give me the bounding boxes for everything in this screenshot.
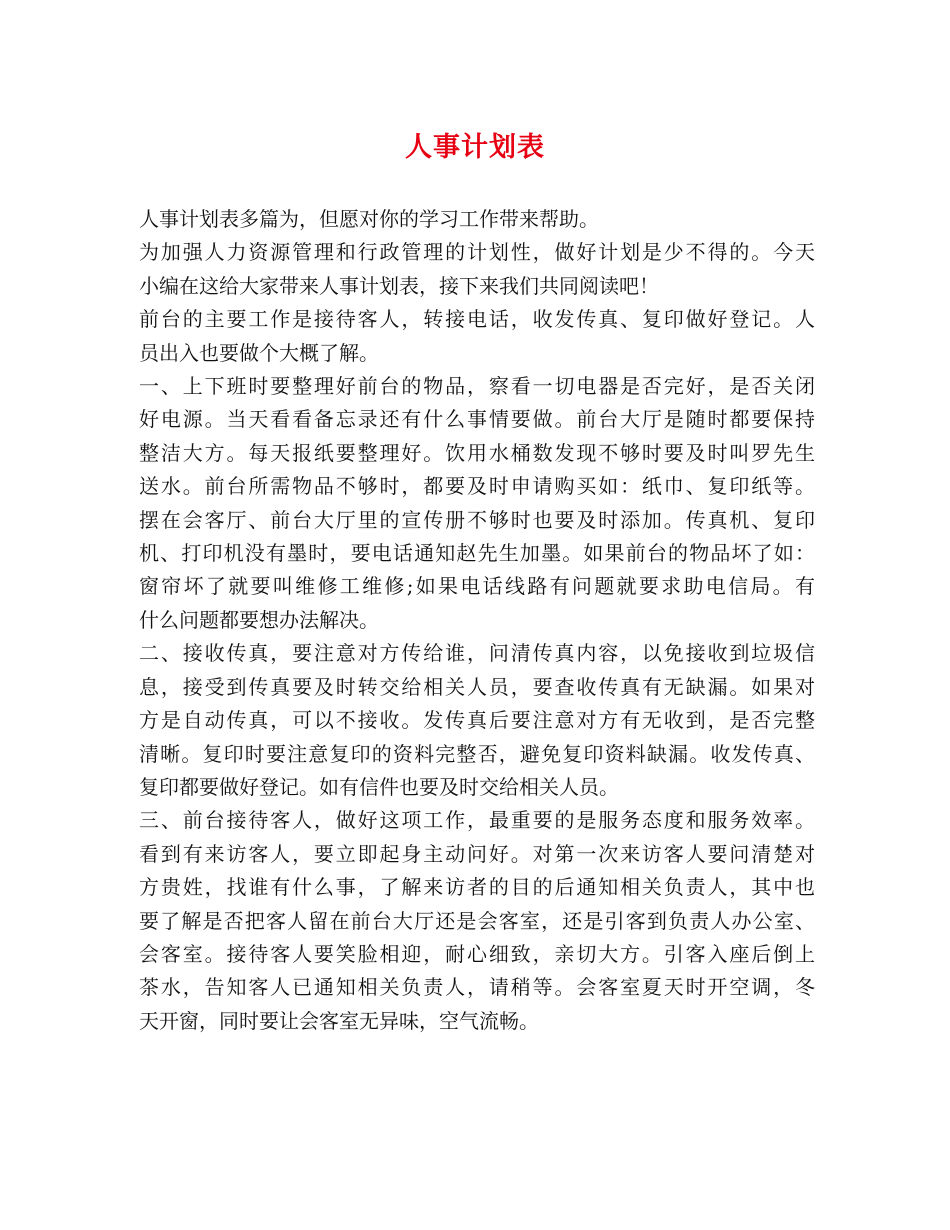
body-line: 三、前台接待客人，做好这项工作，最重要的是服务态度和服务效率。	[139, 808, 815, 833]
body-line: 要了解是否把客人留在前台大厅还是会客室，还是引客到负责人办公室、	[139, 908, 815, 933]
body-line: 看到有来访客人，要立即起身主动问好。对第一次来访客人要问清楚对	[139, 841, 815, 866]
body-line: 整洁大方。每天报纸要整理好。饮用水桶数发现不够时要及时叫罗先生	[139, 440, 815, 465]
body-line: 复印都要做好登记。如有信件也要及时交给相关人员。	[139, 774, 619, 799]
body-line: 什么问题都要想办法解决。	[139, 607, 379, 632]
body-line: 息，接受到传真要及时转交给相关人员，要查收传真有无缺漏。如果对	[139, 674, 815, 699]
body-line: 一、上下班时要整理好前台的物品，察看一切电器是否完好，是否关闭	[139, 374, 815, 399]
body-line: 小编在这给大家带来人事计划表，接下来我们共同阅读吧！	[139, 273, 659, 298]
body-line: 清晰。复印时要注意复印的资料完整否，避免复印资料缺漏。收发传真、	[139, 741, 815, 766]
body-line: 摆在会客厅、前台大厅里的宣传册不够时也要及时添加。传真机、复印	[139, 507, 815, 532]
body-line: 前台的主要工作是接待客人，转接电话，收发传真、复印做好登记。人	[139, 307, 815, 332]
body-line: 方贵姓，找谁有什么事，了解来访者的目的后通知相关负责人，其中也	[139, 875, 815, 900]
document-body	[139, 203, 815, 1038]
body-line: 机、打印机没有墨时，要电话通知赵先生加墨。如果前台的物品坏了如：	[139, 541, 815, 566]
body-line: 窗帘坏了就要叫维修工维修;如果电话线路有问题就要求助电信局。有	[139, 574, 815, 599]
body-line: 好电源。当天看看备忘录还有什么事情要做。前台大厅是随时都要保持	[139, 407, 815, 432]
body-line: 二、接收传真，要注意对方传给谁，问清传真内容，以免接收到垃圾信	[139, 641, 815, 666]
body-line: 为加强人力资源管理和行政管理的计划性，做好计划是少不得的。今天	[139, 240, 815, 265]
body-line: 人事计划表多篇为，但愿对你的学习工作带来帮助。	[139, 207, 599, 231]
body-line: 员出入也要做个大概了解。	[139, 340, 379, 365]
body-line: 会客室。接待客人要笑脸相迎，耐心细致，亲切大方。引客入座后倒上	[139, 941, 815, 966]
body-line: 茶水，告知客人已通知相关负责人，请稍等。会客室夏天时开空调，冬	[139, 975, 815, 1000]
document-title: 人事计划表	[405, 132, 545, 163]
body-line: 方是自动传真，可以不接收。发传真后要注意对方有无收到，是否完整	[139, 708, 815, 733]
body-line: 天开窗，同时要让会客室无异味，空气流畅。	[139, 1008, 539, 1033]
body-line: 送水。前台所需物品不够时，都要及时申请购买如：纸巾、复印纸等。	[139, 474, 815, 499]
